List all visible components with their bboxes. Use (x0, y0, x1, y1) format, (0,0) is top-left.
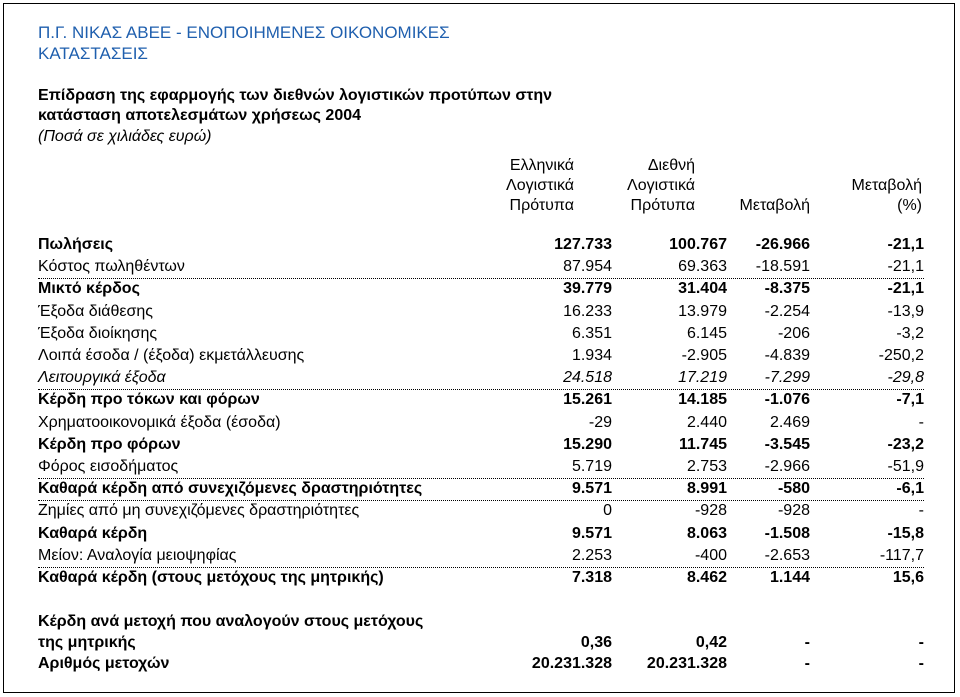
intl-standards-value: 69.363 (678, 258, 727, 276)
change-value: -26.966 (755, 236, 810, 253)
change-pct-value: - (918, 502, 924, 520)
intl-standards-value: 31.404 (678, 280, 727, 298)
greek-standards-value: 9.571 (571, 480, 612, 498)
row-label: Καθαρά κέρδη από συνεχιζόμενες δραστηριότητες (38, 480, 423, 498)
change-value: -2.653 (764, 546, 810, 564)
row-label: Έξοδα διοίκησης (38, 324, 158, 342)
intl-standards-value: 2.440 (686, 413, 727, 431)
table-row (38, 456, 924, 479)
change-pct-value: - (918, 413, 924, 431)
change-pct-value: 15,6 (892, 569, 924, 586)
change-value: -3.545 (764, 435, 810, 453)
change-pct-value: -51,9 (887, 458, 924, 475)
table-row (38, 323, 924, 345)
row-label: Κέρδη προ φόρων (38, 435, 181, 453)
change-value: -2.966 (764, 458, 810, 475)
greek-standards-value: 0 (603, 502, 612, 520)
intl-standards-value: 8.063 (686, 524, 727, 542)
greek-standards-value: 9.571 (571, 524, 612, 542)
change-value: -580 (777, 480, 810, 498)
change-value: -928 (777, 502, 810, 520)
row-label: Κέρδη προ τόκων και φόρων (38, 391, 260, 409)
greek-standards-value: 2.253 (571, 546, 612, 564)
column-header-intl-standards: Διεθνή Λογιστικά Πρότυπα (627, 157, 695, 214)
change-pct-value: -13,9 (887, 302, 924, 320)
change-value: 1.144 (769, 569, 810, 586)
greek-standards-value: 15.290 (563, 435, 612, 453)
row-label: Ζημίες από μη συνεχιζόμενες δραστηριότητες (38, 502, 360, 520)
table-row (38, 234, 924, 256)
table-row (38, 345, 924, 367)
greek-standards-value: 15.261 (563, 391, 612, 409)
row-label: Καθαρά κέρδη (38, 524, 148, 542)
greek-standards-value: 87.954 (563, 258, 612, 276)
table-row (38, 434, 924, 456)
intl-standards-value: 100.767 (669, 236, 727, 253)
change-value: -8.375 (764, 280, 810, 298)
intl-standards-value: 6.145 (686, 324, 727, 342)
intl-standards-value: 8.462 (686, 569, 727, 586)
change-pct-value: -6,1 (896, 480, 924, 498)
row-label: Έξοδα διάθεσης (38, 302, 154, 320)
row-label: Πωλήσεις (38, 236, 114, 253)
change-pct-value: -21,1 (887, 258, 924, 276)
table-row (38, 389, 924, 411)
table-row (38, 367, 924, 390)
change-value: -4.839 (764, 347, 810, 364)
greek-standards-value: 24.518 (563, 369, 612, 387)
intl-standards-value: -2.905 (681, 347, 727, 364)
change-pct-value: -21,1 (887, 280, 924, 298)
greek-standards-value: 16.233 (563, 302, 612, 320)
greek-standards-value: 7.318 (571, 569, 612, 586)
intl-standards-value: 13.979 (678, 302, 727, 320)
column-header-change: Μεταβολή (739, 197, 810, 214)
table-row (38, 301, 924, 323)
intl-standards-value: 11.745 (678, 435, 727, 453)
change-value: -1.076 (764, 391, 810, 409)
intl-standards-value: 8.991 (686, 480, 727, 498)
change-value: -2.254 (764, 302, 810, 320)
change-value: -1.508 (764, 524, 810, 542)
change-pct-value: -250,2 (878, 347, 924, 364)
row-label: Μείον: Αναλογία μειοψηφίας (38, 546, 237, 564)
column-header-greek-standards: Ελληνικά Λογιστικά Πρότυπα (506, 157, 574, 214)
row-label: Κόστος πωληθέντων (38, 258, 185, 276)
change-pct-value: -23,2 (887, 435, 924, 453)
table-row (38, 500, 924, 522)
intl-standards-value: -400 (694, 546, 727, 564)
row-label: Λοιπά έσοδα / (έξοδα) εκμετάλλευσης (38, 347, 305, 364)
row-label: Χρηματοοικονομικά έξοδα (έσοδα) (38, 413, 281, 431)
change-pct-value: -29,8 (887, 369, 924, 387)
table-row (38, 545, 924, 568)
change-pct-value: -3,2 (896, 324, 924, 342)
change-value: -7.299 (764, 369, 810, 387)
document-title: Π.Γ. ΝΙΚΑΣ ΑΒΕΕ - ΕΝΟΠΟΙΗΜΕΝΕΣ ΟΙΚΟΝΟΜΙΚΕΣ ΚΑΤΑΣΤΑΣΕΙΣ (38, 23, 450, 63)
greek-standards-value: 39.779 (563, 280, 612, 298)
table-row (38, 256, 924, 279)
change-pct-value: -117,7 (879, 546, 924, 564)
table-row (38, 412, 924, 434)
intl-standards-value: 17.219 (678, 369, 727, 387)
greek-standards-value: 6.351 (571, 324, 612, 342)
row-label: Φόρος εισοδήματος (38, 458, 179, 475)
greek-standards-value: -29 (588, 413, 612, 431)
intl-standards-value: 14.185 (678, 391, 727, 409)
change-pct-value: -21,1 (887, 236, 924, 253)
greek-standards-value: 1.934 (571, 347, 612, 364)
row-label: Καθαρά κέρδη (στους μετόχους της μητρικής) (38, 569, 384, 586)
column-header-change-pct: Μεταβολή (%) (851, 177, 922, 214)
intl-standards-value: -928 (694, 502, 727, 520)
table-row (38, 278, 924, 300)
eps-row: της μητρικής 0,36 0,42 - - (38, 634, 924, 651)
change-pct-value: -7,1 (896, 391, 924, 409)
table-row (38, 478, 924, 501)
change-value: -18.591 (755, 258, 810, 276)
change-value: -206 (777, 324, 810, 342)
row-label: Λειτουργικά έξοδα (38, 369, 166, 387)
intl-standards-value: 2.753 (686, 458, 727, 475)
table-row (38, 567, 924, 589)
table-row (38, 523, 924, 545)
eps-row-label-1: Κέρδη ανά μετοχή που αναλογούν στους μετόχους (38, 613, 424, 630)
document-subtitle: Επίδραση της εφαρμογής των διεθνών λογιστικών προτύπων στην κατάσταση αποτελεσμάτων χρήσεως 2004 (38, 87, 553, 124)
shares-row: Αριθμός μετοχών 20.231.328 20.231.328 - - (38, 655, 924, 672)
row-label: Μικτό κέρδος (38, 280, 140, 298)
greek-standards-value: 127.733 (554, 236, 612, 253)
greek-standards-value: 5.719 (571, 458, 612, 475)
change-pct-value: -15,8 (887, 524, 924, 542)
change-value: 2.469 (769, 413, 810, 431)
units-note: (Ποσά σε χιλιάδες ευρώ) (38, 128, 212, 145)
